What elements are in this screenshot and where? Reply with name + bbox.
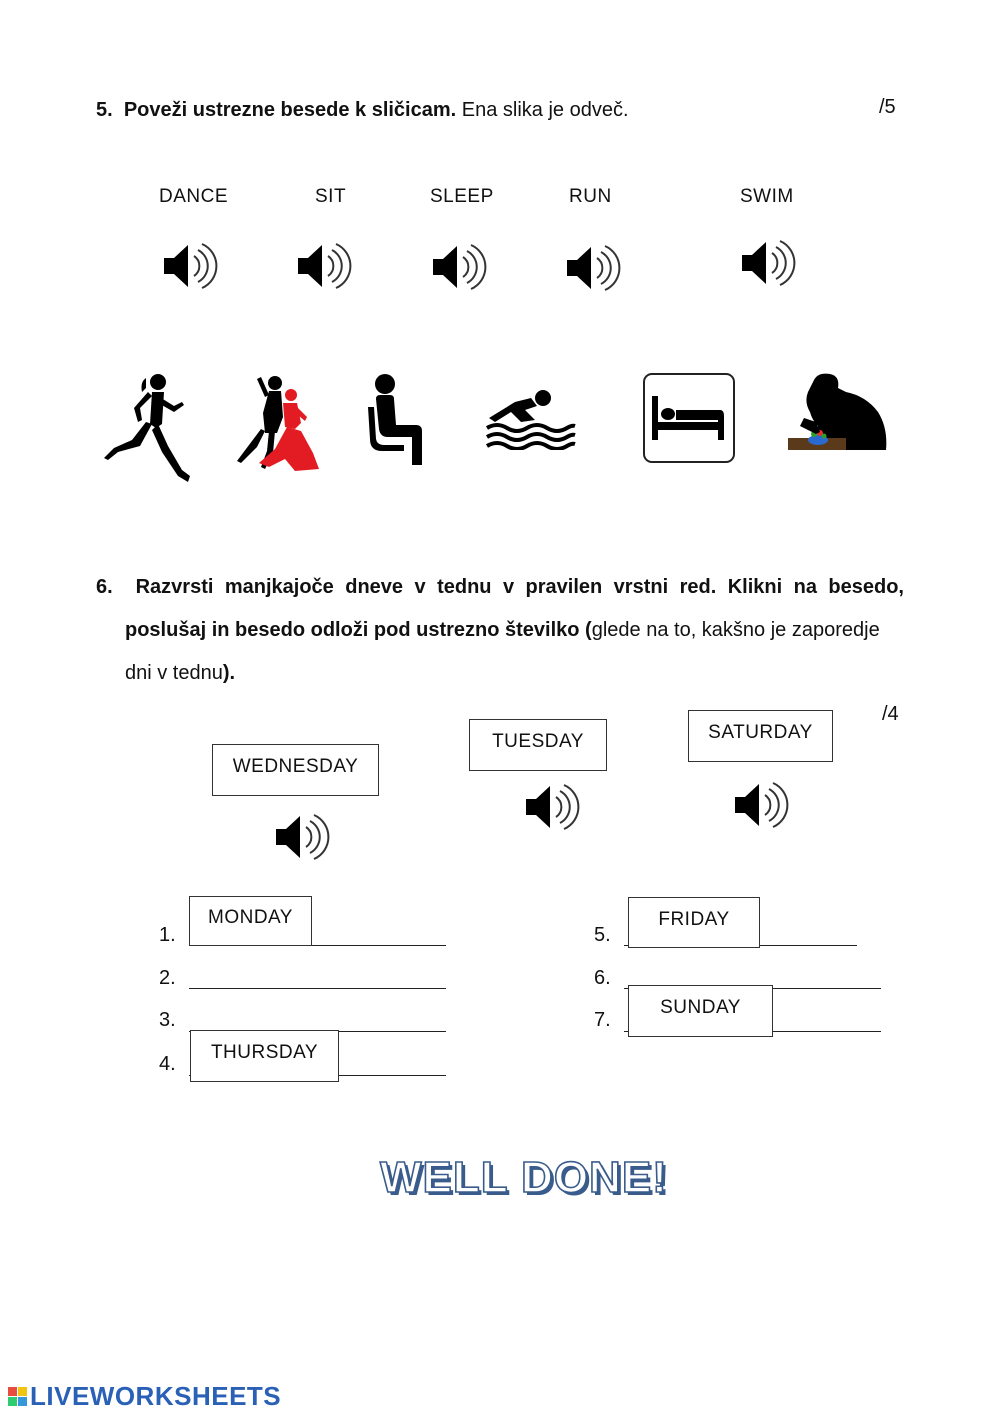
speaker-icon[interactable] bbox=[733, 779, 791, 831]
well-done-banner: WELL DONE! bbox=[380, 1153, 668, 1202]
slot-number-6: 6. bbox=[594, 967, 611, 989]
slot-number-3: 3. bbox=[159, 1009, 176, 1031]
speaker-icon[interactable] bbox=[162, 240, 220, 292]
task6-line1: Razvrsti manjkajoče dneve v tednu v pravilen vrstni red. Klikni na besedo, bbox=[135, 576, 904, 598]
slot-number-5: 5. bbox=[594, 924, 611, 946]
word-swim[interactable]: SWIM bbox=[740, 186, 794, 207]
slot-number-2: 2. bbox=[159, 967, 176, 989]
slot-number-7: 7. bbox=[594, 1009, 611, 1031]
speaker-icon[interactable] bbox=[274, 811, 332, 863]
slot-number-4: 4. bbox=[159, 1053, 176, 1075]
brand-name: LIVEWORKSHEETS bbox=[30, 1381, 282, 1411]
task6-instructions bbox=[96, 566, 904, 695]
task6-line2-bold: poslušaj in besedo odloži pod ustrezno številko ( bbox=[125, 619, 592, 641]
task5-number: 5. bbox=[96, 99, 113, 121]
speaker-icon[interactable] bbox=[740, 237, 798, 289]
task6-number: 6. bbox=[96, 576, 113, 598]
word-run[interactable]: RUN bbox=[569, 186, 612, 207]
bed-icon[interactable] bbox=[642, 372, 736, 464]
slot-word-thursday: THURSDAY bbox=[190, 1030, 339, 1082]
task6-score: /4 bbox=[882, 703, 899, 725]
drag-word-tuesday[interactable]: TUESDAY bbox=[469, 719, 607, 771]
slot-word-friday: FRIDAY bbox=[628, 897, 760, 948]
task5-heading bbox=[96, 96, 629, 124]
speaker-icon[interactable] bbox=[524, 781, 582, 833]
speaker-icon[interactable] bbox=[296, 240, 354, 292]
word-sleep[interactable]: SLEEP bbox=[430, 186, 494, 207]
task6-line3-bold: ). bbox=[222, 662, 236, 684]
dancers-icon[interactable] bbox=[235, 373, 321, 473]
speaker-icon[interactable] bbox=[565, 242, 623, 294]
drag-word-saturday[interactable]: SATURDAY bbox=[688, 710, 833, 762]
task5-score: /5 bbox=[879, 96, 896, 118]
drop-slot-2[interactable] bbox=[189, 988, 446, 989]
word-dance[interactable]: DANCE bbox=[159, 186, 229, 207]
slot-number-1: 1. bbox=[159, 924, 176, 946]
runner-icon[interactable] bbox=[102, 372, 194, 486]
slot-word-sunday: SUNDAY bbox=[628, 985, 773, 1037]
eating-person-icon[interactable] bbox=[786, 372, 890, 454]
swimmer-icon[interactable] bbox=[485, 386, 577, 450]
brand-cube-icon bbox=[8, 1387, 27, 1406]
liveworksheets-logo bbox=[8, 1381, 281, 1412]
word-sit[interactable]: SIT bbox=[315, 186, 347, 207]
sitting-person-icon[interactable] bbox=[366, 373, 426, 468]
speaker-icon[interactable] bbox=[431, 241, 489, 293]
slot-word-monday: MONDAY bbox=[189, 896, 312, 946]
task6-line3-rest: dni v tednu bbox=[125, 662, 223, 684]
drag-word-wednesday[interactable]: WEDNESDAY bbox=[212, 744, 379, 796]
task5-title-rest: Ena slika je odveč. bbox=[456, 99, 629, 121]
task6-line2-rest: glede na to, kakšno je zaporedje bbox=[591, 619, 880, 641]
task5-title-bold: Poveži ustrezne besede k sličicam. bbox=[123, 99, 457, 121]
